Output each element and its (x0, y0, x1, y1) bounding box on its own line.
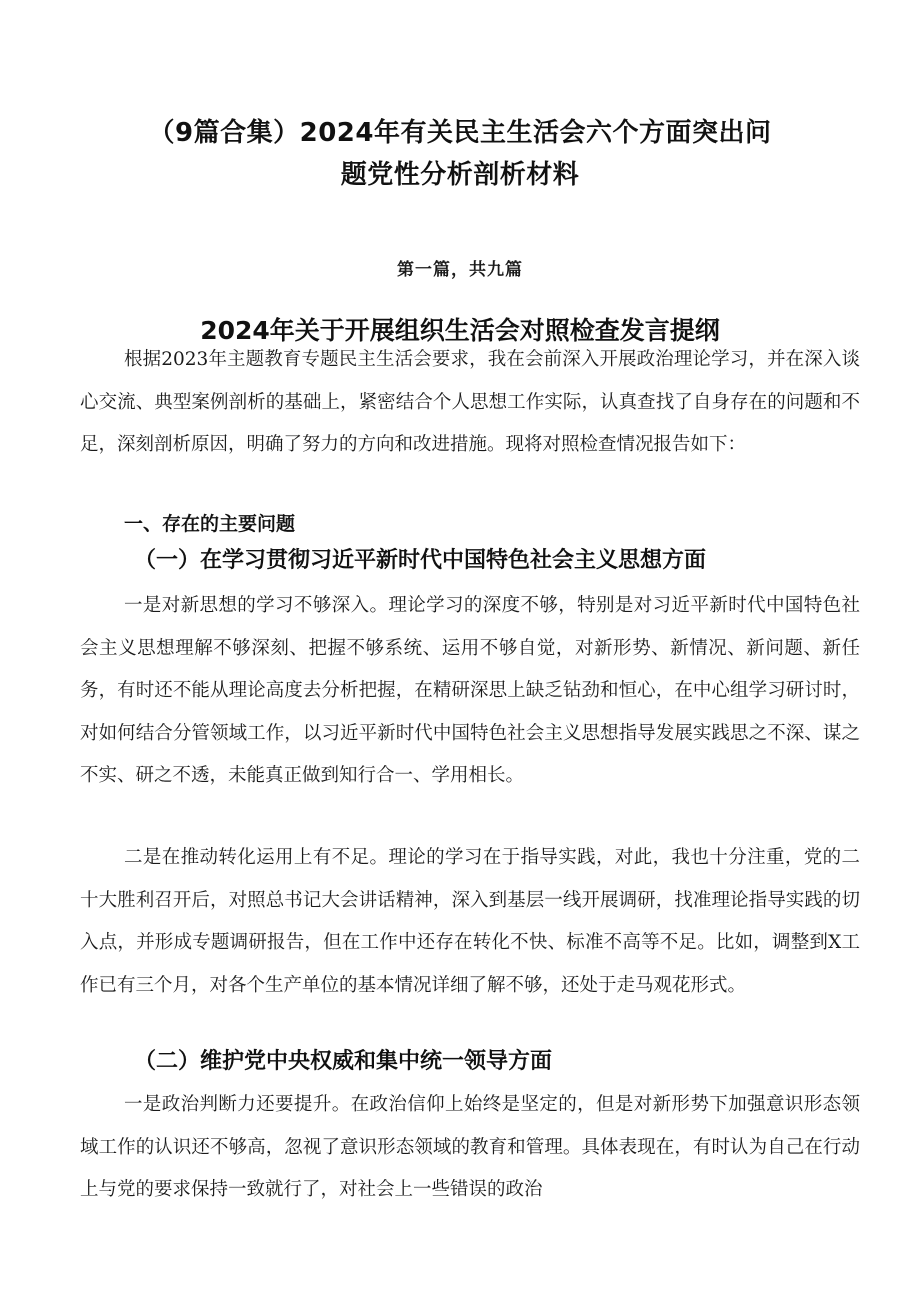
document-title-line-2: 题党性分析剖析材料 (340, 160, 580, 190)
intro-paragraph: 根据2023年主题教育专题民主生活会要求，我在会前深入开展政治理论学习，并在深入谈心交流、典型案例剖析的基础上，紧密结合个人思想工作实际，认真查找了自身存在的问题和不足，深刻剖析原因，明确了努力的方向和改进措施。现将对照检查情况报告如下： (80, 349, 860, 455)
section-heading-problems: 一、存在的主要问题 (124, 513, 296, 535)
document-title-line-1: （9篇合集）2024年有关民主生活会六个方面突出问 (148, 118, 772, 148)
subsection-2-paragraph-1: 一是政治判断力还要提升。在政治信仰上始终是坚定的，但是对新形势下加强意识形态领域工作的认识还不够高，忽视了意识形态领域的教育和管理。具体表现在，有时认为自己在行动上与党的要求保持一致就行了，对社会上一些错误的政治 (80, 1094, 860, 1200)
main-heading: 2024年关于开展组织生活会对照检查发言提纲 (200, 315, 720, 345)
subsection-heading-1: （一）在学习贯彻习近平新时代中国特色社会主义思想方面 (134, 548, 707, 573)
subsection-heading-2: （二）维护党中央权威和集中统一领导方面 (134, 1049, 553, 1074)
subsection-1-paragraph-1: 一是对新思想的学习不够深入。理论学习的深度不够，特别是对习近平新时代中国特色社会主义思想理解不够深刻、把握不够系统、运用不够自觉，对新形势、新情况、新问题、新任务，有时还不能从理论高度去分析把握，在精研深思上缺乏钻劲和恒心，在中心组学习研讨时，对如何结合分管领域工作，以习近平新时代中国特色社会主义思想指导发展实践思之不深、谋之不实、研之不透，未能真正做到知行合一、学用相长。 (80, 595, 860, 786)
subsection-1-paragraph-2: 二是在推动转化运用上有不足。理论的学习在于指导实践，对此，我也十分注重，党的二十大胜利召开后，对照总书记大会讲话精神，深入到基层一线开展调研，找准理论指导实践的切入点，并形成专题调研报告，但在工作中还存在转化不快、标准不高等不足。比如，调整到X工作已有三个月，对各个生产单位的基本情况详细了解不够，还处于走马观花形式。 (80, 847, 860, 996)
part-label: 第一篇，共九篇 (397, 260, 523, 280)
